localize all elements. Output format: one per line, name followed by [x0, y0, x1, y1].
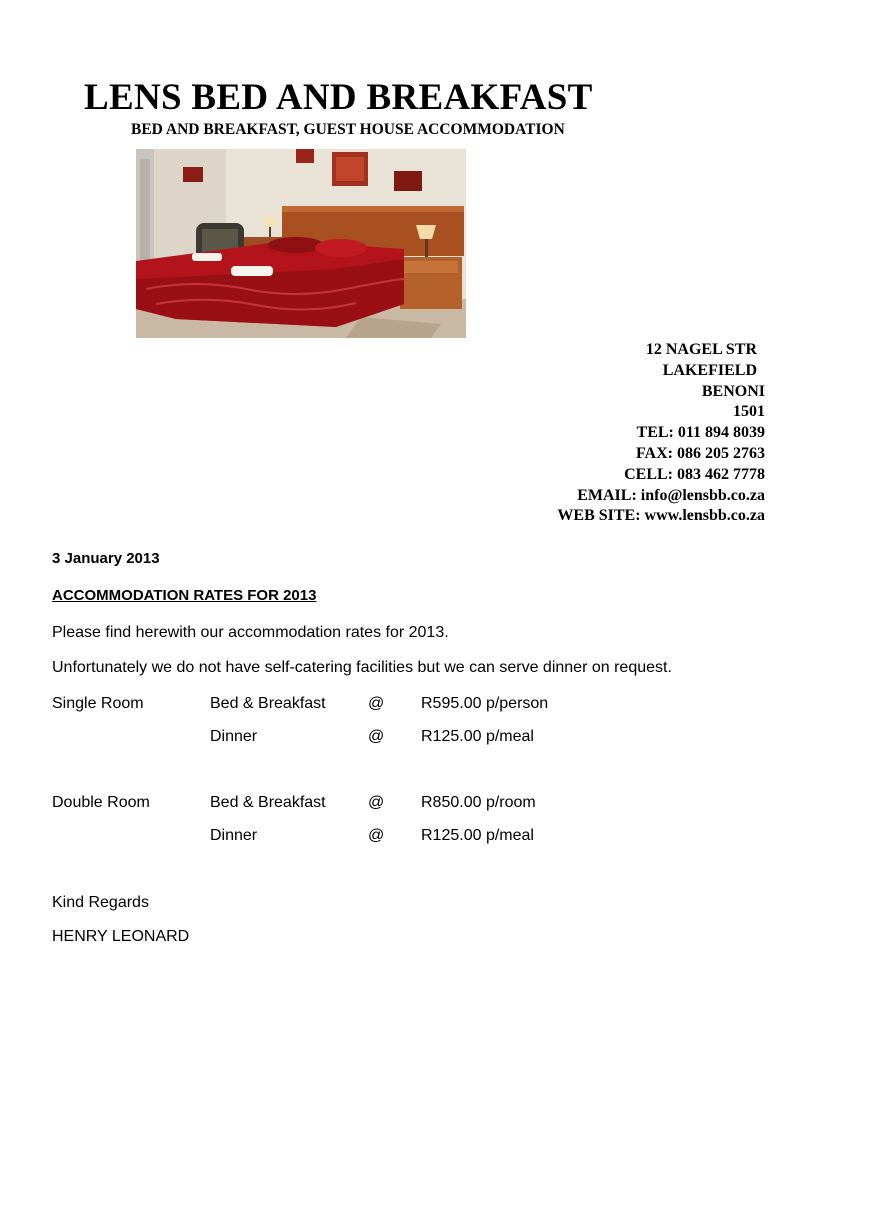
contact-email: EMAIL: info@lensbb.co.za — [577, 486, 765, 504]
rate-row — [52, 794, 652, 814]
rate-price: R125.00 p/meal — [421, 827, 534, 844]
rate-at-symbol: @ — [368, 695, 385, 712]
rate-plan: Dinner — [210, 827, 258, 844]
rate-row — [52, 695, 652, 715]
letter-heading: ACCOMMODATION RATES FOR 2013 — [52, 587, 317, 604]
letter-paragraph-dinner: Unfortunately we do not have self-catering facilities but we can serve dinner on request. — [52, 659, 672, 676]
address-street: 12 NAGEL STR — [645, 341, 765, 358]
rate-row — [52, 728, 652, 748]
letter-signer: HENRY LEONARD — [52, 928, 190, 945]
rate-plan: Dinner — [210, 728, 258, 745]
rate-plan: Bed & Breakfast — [210, 695, 326, 712]
rate-plan: Bed & Breakfast — [210, 794, 326, 811]
contact-address-block — [557, 340, 765, 527]
rate-price: R595.00 p/person — [421, 695, 549, 712]
rate-price: R850.00 p/room — [421, 794, 536, 811]
letter-paragraph-intro: Please find herewith our accommodation rates for 2013. — [52, 624, 449, 641]
address-suburb: LAKEFIELD — [662, 361, 765, 379]
rate-room: Double Room — [52, 794, 150, 811]
business-title: LENS BED AND BREAKFAST — [84, 77, 593, 118]
rate-row — [52, 827, 652, 847]
rate-room: Single Room — [52, 695, 144, 712]
letter-date: 3 January 2013 — [52, 550, 160, 567]
address-city: BENONI — [701, 382, 765, 400]
contact-cell: CELL: 083 462 7778 — [624, 465, 765, 483]
contact-website: WEB SITE: www.lensbb.co.za — [557, 507, 765, 525]
address-postal-code: 1501 — [733, 403, 765, 421]
rate-at-symbol: @ — [368, 794, 385, 811]
contact-telephone: TEL: 011 894 8039 — [636, 424, 765, 442]
bedroom-photo — [136, 149, 466, 338]
business-subtitle: BED AND BREAKFAST, GUEST HOUSE ACCOMMODATION — [131, 121, 565, 138]
rate-at-symbol: @ — [368, 827, 385, 844]
letter-closing: Kind Regards — [52, 894, 149, 911]
contact-fax: FAX: 086 205 2763 — [635, 444, 765, 462]
rate-at-symbol: @ — [368, 728, 385, 745]
rate-price: R125.00 p/meal — [421, 728, 534, 745]
